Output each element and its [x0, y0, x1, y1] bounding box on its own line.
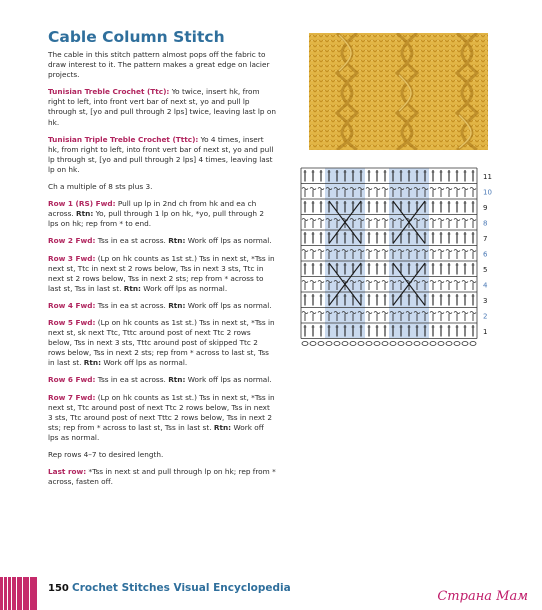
- return-stitch-symbol: [310, 281, 316, 283]
- return-stitch-symbol: [302, 281, 308, 283]
- ttc-def: Yo twice, insert hk, from right to left, into front vert bar of next st, yo and pull lp through st, [yo and pull through 2 lps] twice, leaving last lp on hk.: [48, 87, 276, 127]
- row-label: Row 3 Fwd:: [48, 253, 96, 263]
- row-text: (Lp on hk counts as 1st st.) Tss in next st, *Tss in next st, Ttc around post of next Ttc 2 rows below, Tss in next 3 sts, Ttc around post of next Tttc 2 rows below, Tss in next 2 sts; rep from * across to last st, Tss in last st.: [48, 392, 275, 432]
- row-text: Pull up lp in 2nd ch from hk and ea ch across.: [48, 199, 257, 219]
- chain-stitch-symbol: [446, 342, 452, 346]
- ttc-definition: [48, 87, 276, 127]
- return-stitch-symbol: [430, 312, 436, 314]
- row-label: Row 1 (RS) Fwd:: [48, 199, 116, 209]
- return-stitch-symbol: [470, 312, 476, 314]
- row-label: Row 4 Fwd:: [48, 300, 96, 310]
- return-stitch-symbol: [438, 312, 444, 314]
- row-number: 9: [483, 203, 488, 212]
- return-stitch-symbol: [302, 219, 308, 221]
- return-stitch-symbol: [430, 188, 436, 190]
- rtn-label: Rtn:: [83, 358, 101, 368]
- return-stitch-symbol: [310, 219, 316, 221]
- return-stitch-symbol: [318, 188, 324, 190]
- return-stitch-symbol: [462, 219, 468, 221]
- page-number: 150: [48, 583, 69, 594]
- chain-stitch-symbol: [350, 342, 356, 346]
- row-number: 4: [483, 281, 488, 290]
- row-2: [48, 236, 276, 246]
- last-row: [48, 467, 276, 487]
- chain-instruction: Ch a multiple of 8 sts plus 3.: [48, 182, 153, 192]
- tttc-definition: [48, 135, 276, 175]
- chain-stitch-symbol: [438, 342, 444, 346]
- return-stitch-symbol: [462, 188, 468, 190]
- return-stitch-symbol: [374, 219, 380, 221]
- chain-stitch-symbol: [398, 342, 404, 346]
- chain-stitch-symbol: [374, 342, 380, 346]
- return-stitch-symbol: [310, 312, 316, 314]
- row-number: 6: [483, 250, 488, 259]
- return-stitch-symbol: [382, 219, 388, 221]
- return-stitch-symbol: [310, 250, 316, 252]
- return-stitch-symbol: [470, 188, 476, 190]
- row-4: [48, 301, 276, 311]
- rtn-label: Rtn:: [168, 375, 186, 385]
- watermark-logo: Страна Мам: [437, 589, 528, 604]
- return-stitch-symbol: [374, 250, 380, 252]
- return-stitch-symbol: [366, 250, 372, 252]
- footer-decoration: [0, 577, 40, 610]
- row-number: 2: [483, 312, 488, 321]
- return-stitch-symbol: [430, 250, 436, 252]
- return-stitch-symbol: [462, 312, 468, 314]
- return-stitch-symbol: [462, 281, 468, 283]
- return-stitch-symbol: [318, 281, 324, 283]
- return-stitch-symbol: [318, 250, 324, 252]
- row-number: 11: [483, 172, 492, 181]
- chain-stitch-symbol: [358, 342, 364, 346]
- return-stitch-symbol: [302, 312, 308, 314]
- chain-stitch-symbol: [390, 342, 396, 346]
- return-stitch-symbol: [366, 281, 372, 283]
- chain-stitch-symbol: [326, 342, 332, 346]
- row-label: Last row:: [48, 467, 87, 477]
- return-stitch-symbol: [454, 312, 460, 314]
- return-stitch-symbol: [462, 250, 468, 252]
- row-1: [48, 199, 276, 229]
- row-label: Row 5 Fwd:: [48, 317, 96, 327]
- chain-stitch-symbol: [342, 342, 348, 346]
- swatch-texture: [309, 33, 488, 150]
- return-stitch-symbol: [470, 250, 476, 252]
- row-text: (Lp on hk counts as 1st st.) Tss in next st, *Tss in next st, Ttc in next st 2 rows below, Tss in next 3 sts, Ttc in next st 2 rows below, Tss in next 2 sts; rep from * across to last st, Tss in last st.: [48, 253, 275, 293]
- chain-stitch-symbol: [310, 342, 316, 346]
- return-stitch-symbol: [446, 188, 452, 190]
- return-stitch-symbol: [302, 250, 308, 252]
- return-stitch-symbol: [438, 188, 444, 190]
- row-text: Tss in ea st across.: [97, 236, 166, 246]
- return-stitch-symbol: [438, 281, 444, 283]
- row-text: Tss in ea st across.: [97, 300, 166, 310]
- rtn-label: Rtn:: [123, 283, 141, 293]
- chain-stitch-symbol: [430, 342, 436, 346]
- chain-stitch-symbol: [414, 342, 420, 346]
- return-stitch-symbol: [470, 281, 476, 283]
- rtn-text: Work off lps as normal.: [143, 283, 228, 293]
- row-label: Row 6 Fwd:: [48, 375, 96, 385]
- return-stitch-symbol: [454, 250, 460, 252]
- chain-stitch-symbol: [302, 342, 308, 346]
- intro-text: The cable in this stitch pattern almost pops off the fabric to draw interest to it. The pattern makes a great edge on lacier projects.: [48, 50, 270, 80]
- return-stitch-symbol: [318, 219, 324, 221]
- chain-stitch-symbol: [382, 342, 388, 346]
- rtn-text: Work off lps as normal.: [103, 358, 188, 368]
- stitch-symbol-chart: [297, 165, 497, 360]
- return-stitch-symbol: [374, 281, 380, 283]
- book-title: Crochet Stitches Visual Encyclopedia: [72, 582, 291, 594]
- row-text: (Lp on hk counts as 1st st.) Tss in next st, *Tss in next st, sk next Ttc, Tttc around post of next Ttc 2 rows below, Tss in next 3 sts, Tttc around post of skipped Ttc 2 rows below, Tss in next 2 sts; rep from * across to last st, Tss in last st.: [48, 317, 275, 368]
- row-7: [48, 393, 276, 443]
- row-number: 1: [483, 327, 488, 336]
- rtn-label: Rtn:: [213, 422, 232, 432]
- row-label: Row 7 Fwd:: [48, 392, 96, 402]
- return-stitch-symbol: [382, 281, 388, 283]
- rtn-label: Rtn:: [76, 209, 94, 219]
- page-title: Cable Column Stitch: [48, 28, 225, 46]
- row-label: Row 2 Fwd:: [48, 236, 96, 246]
- chain-stitch-symbol: [422, 342, 428, 346]
- chain-stitch-symbol: [462, 342, 468, 346]
- row-number: 7: [483, 234, 488, 243]
- chain-stitch-symbol: [454, 342, 460, 346]
- stitch-swatch-photo: [309, 33, 488, 150]
- row-number: 5: [483, 265, 488, 274]
- return-stitch-symbol: [430, 281, 436, 283]
- return-stitch-symbol: [374, 188, 380, 190]
- return-stitch-symbol: [454, 188, 460, 190]
- return-stitch-symbol: [366, 312, 372, 314]
- chain-stitch-symbol: [334, 342, 340, 346]
- rtn-label: Rtn:: [168, 236, 186, 246]
- rtn-text: Work off lps as normal.: [187, 236, 272, 246]
- return-stitch-symbol: [454, 219, 460, 221]
- return-stitch-symbol: [302, 188, 308, 190]
- return-stitch-symbol: [430, 219, 436, 221]
- row-number: 3: [483, 296, 488, 305]
- return-stitch-symbol: [382, 188, 388, 190]
- rtn-text: Work off lps as normal.: [187, 300, 272, 310]
- tttc-term: Tunisian Triple Treble Crochet (Tttc):: [48, 134, 199, 144]
- chain-stitch-symbol: [470, 342, 476, 346]
- row-number: 8: [483, 219, 488, 228]
- repeat-instruction: Rep rows 4–7 to desired length.: [48, 450, 164, 459]
- return-stitch-symbol: [446, 312, 452, 314]
- return-stitch-symbol: [318, 312, 324, 314]
- return-stitch-symbol: [454, 281, 460, 283]
- instructions-column: [48, 50, 276, 494]
- return-stitch-symbol: [438, 219, 444, 221]
- rtn-text: Work off lps as normal.: [187, 375, 272, 385]
- tttc-def: Yo 4 times, insert hk, from right to left, into front vert bar of next st, yo and pull lp through st, [yo and pull through 2 lps] 4 times, leaving last lp on hk.: [48, 134, 274, 174]
- return-stitch-symbol: [374, 312, 380, 314]
- row-text: Tss in ea st across.: [97, 375, 166, 385]
- return-stitch-symbol: [438, 250, 444, 252]
- return-stitch-symbol: [382, 250, 388, 252]
- return-stitch-symbol: [446, 219, 452, 221]
- row-5: [48, 318, 276, 368]
- chain-stitch-symbol: [318, 342, 324, 346]
- ttc-term: Tunisian Treble Crochet (Ttc):: [48, 87, 170, 97]
- row-3: [48, 254, 276, 294]
- return-stitch-symbol: [446, 281, 452, 283]
- rtn-text: Yo, pull through 1 lp on hk, *yo, pull through 2 lps on hk; rep from * to end.: [48, 209, 264, 229]
- return-stitch-symbol: [366, 219, 372, 221]
- row-6: [48, 375, 276, 385]
- return-stitch-symbol: [310, 188, 316, 190]
- return-stitch-symbol: [470, 219, 476, 221]
- return-stitch-symbol: [382, 312, 388, 314]
- chain-stitch-symbol: [406, 342, 412, 346]
- return-stitch-symbol: [446, 250, 452, 252]
- rtn-label: Rtn:: [168, 300, 186, 310]
- rtn-text: Work off lps as normal.: [48, 422, 264, 442]
- row-text: *Tss in next st and pull through lp on hk; rep from * across, fasten off.: [48, 467, 276, 487]
- chain-stitch-symbol: [366, 342, 372, 346]
- return-stitch-symbol: [366, 188, 372, 190]
- row-number: 10: [483, 188, 492, 197]
